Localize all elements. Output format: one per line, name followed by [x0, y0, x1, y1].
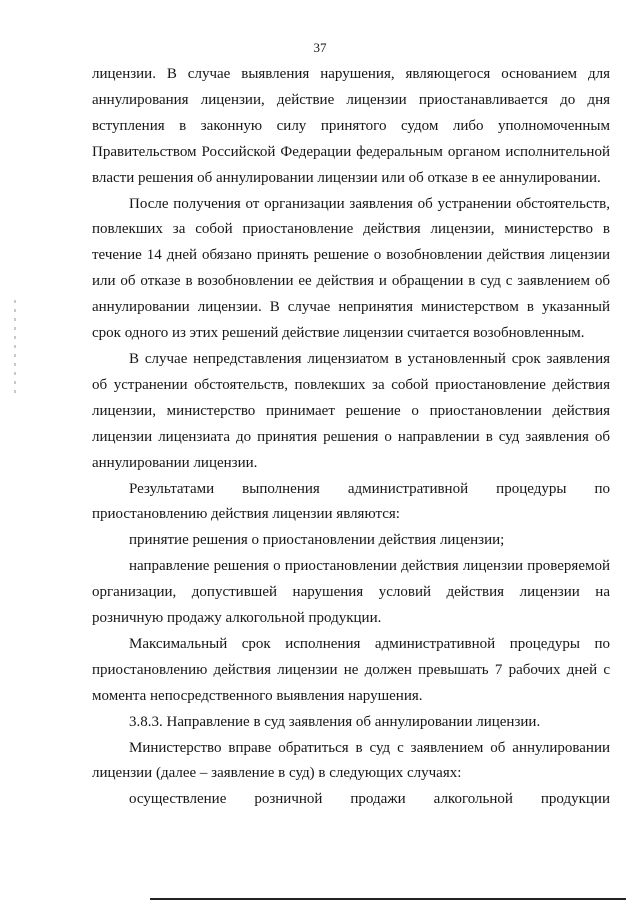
paragraph: лицензии. В случае выявления нарушения, являющегося основанием для аннулирования лицензии, действие лицензии приостанавливается до дня вступления в законную силу принятого судом либо уполномоченным Правительством Российской Федерации федеральным органом исполнительной власти решения об аннулировании лицензии или об отказе в ее аннулировании. [92, 66, 610, 186]
paragraph: Результатами выполнения административной процедуры по приостановлению действия лицензии являются: [92, 480, 610, 523]
paragraph: В случае непредставления лицензиатом в установленный срок заявления об устранении обстоятельств, повлекших за собой приостановление действия лицензии, министерство принимает решение о приостановлении действия лицензии лицензиата до принятия решения о направлении в суд заявления об аннулировании лицензии. [92, 350, 610, 471]
paragraph: Максимальный срок исполнения административной процедуры по приостановлению действия лицензии не должен превышать 7 рабочих дней с момента непосредственного выявления нарушения. [92, 635, 610, 704]
scan-margin-mark [14, 300, 16, 396]
section-heading: 3.8.3. Направление в суд заявления об аннулировании лицензии. [129, 713, 541, 730]
list-item: принятие решения о приостановлении действия лицензии; [129, 532, 505, 549]
paragraph: После получения от организации заявления об устранении обстоятельств, повлекших за собой приостановление действия лицензии, министерство в течение 14 дней обязано принять решение о возобновлении действия лицензии или об отказе в возобновлении ее действия и обращении в суд с заявлением об аннулировании лицензии. В случае непринятия министерством в указанный срок одного из этих решений действие лицензии считается возобновленным. [92, 195, 610, 342]
document-body [92, 62, 610, 813]
footer-rule [150, 898, 626, 900]
paragraph: Министерство вправе обратиться в суд с заявлением об аннулировании лицензии (далее – заявление в суд) в следующих случаях: [92, 739, 610, 782]
paragraph: осуществление розничной продажи алкогольной продукции [129, 791, 610, 808]
page-number: 37 [313, 40, 327, 55]
list-item: направление решения о приостановлении действия лицензии проверяемой организации, допустившей нарушения условий действия лицензии на розничную продажу алкогольной продукции. [92, 558, 610, 627]
